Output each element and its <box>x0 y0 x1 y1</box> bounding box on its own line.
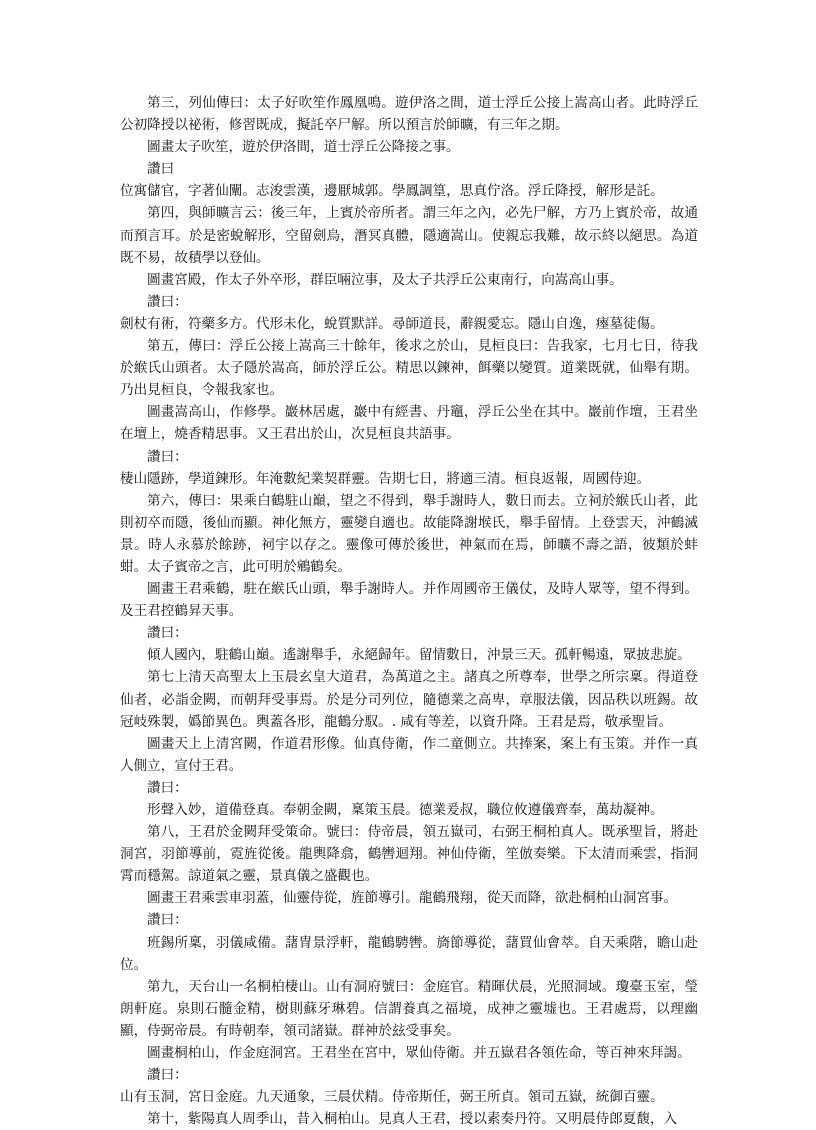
paragraph: 圖畫天上上清宮闕，作道君形像。仙真侍衛，作二童側立。共捧案，案上有玉策。并作一真人側立，宣付王君。 <box>120 735 698 774</box>
document-page <box>120 92 698 1130</box>
paragraph: 讚曰： <box>147 912 188 929</box>
paragraph: 圖畫宮殿，作太子外卒形，群臣啢泣事，及太子共浮丘公東南行，向嵩高山事。 <box>147 271 623 288</box>
paragraph: 讚曰： <box>147 779 188 796</box>
paragraph: 第六，傳曰：果乘白鶴駐山巔，望之不得到，舉手謝時人，數日而去。立祠於緱氏山者，此則初卒而隱，後仙而顯。神化無方，靈變自適也。故能降謝堠氏，舉手留情。上登雲天，沖鶴滅景。時人永慕於餘跡，祠宇以存之。靈像可傳於後世，神氣而在焉，師曠不壽之語，彼類於蚌蚶。太子賓帝之言，此可明於鵷鶴矣。 <box>120 492 698 575</box>
paragraph: 形聲入妙，道備登真。奉朝金闕，稟策玉晨。德業爰叔，職位攸遵儀齊奉，萬劫凝神。 <box>147 802 664 818</box>
paragraph: 第十，紫陽真人周季山，昔入桐柏山。見真人王君，授以素奏丹符。又明晨侍郎夏馥，入 <box>147 1111 678 1128</box>
paragraph: 圖畫桐柏山，作金庭洞宮。王君坐在宮中，眾仙侍衛。并五嶽君各領佐命，等百神來拜謁。 <box>147 1045 691 1062</box>
paragraph: 位寓儲官，字著仙闡。志浚雲漢，邊厭城郭。學鳳調篁，思真佇洛。浮丘降授，解形是託。 <box>120 183 664 200</box>
paragraph: 班錫所稟，羽儀咸備。藷冑景浮軒，龍鶴騁轡。旖節導從，藷買仙會萃。自天乘階，瞻山赴位。 <box>120 934 698 973</box>
paragraph: 第四，與師曠言云：後三年，上賓於帝所者。謂三年之內，必先尸解，方乃上賓於帝，故通而預言耳。於是密蛻解形，空留劍烏，潛冥真體，隱適嵩山。使親忘我難，故示終以絕思。為道既不易，故積學以登仙。 <box>120 205 698 266</box>
paragraph: 第九，天台山一名桐柏棲山。山有洞府號曰：金庭官。精暉伏晨，光照洞域。瓊臺玉室，瑩朗軒庭。泉則石髓金精，樹則蘇牙琳碧。信謂養真之福境，成神之靈墟也。王君處焉，以理幽顯，侍弼帝晨。有時朝奉，領司諸嶽。群神於玆受事矣。 <box>120 978 698 1039</box>
paragraph: 圖畫王君乘鶴，駐在緱氏山頭，舉手謝時人。并作周國帝王儀仗，及時人眾等，望不得到。及王君控鶴昇天事。 <box>120 581 698 620</box>
paragraph: 讚曰： <box>147 1067 188 1084</box>
paragraph: 第三，列仙傳曰：太子好吹笙作鳳凰鳴。遊伊洛之間，道士浮丘公接上嵩高山者。此時浮丘公初降授以祕術，修習既成，擬託卒尸解。所以預言於師曠，有三年之期。 <box>120 95 698 134</box>
paragraph: 棲山隱跡，學道鍊形。年淹數紀業契群靈。告期七日，將適三清。桓良返報，周國侍迎。 <box>120 470 651 487</box>
paragraph: 讚曰 <box>147 161 175 178</box>
paragraph: 讚曰： <box>147 293 188 310</box>
paragraph: 圖畫太子吹笙，遊於伊洛間，道士浮丘公降接之事。 <box>147 139 460 156</box>
paragraph: 山有玉洞，宮日金庭。九天通象，三晨伏精。侍帝斯任，弼王所貞。領司五嶽，統御百靈。 <box>120 1089 664 1106</box>
paragraph: 第七上清天高聖太上玉晨玄皇大道君，為萬道之主。諸真之所尊奉，世學之所宗稟。得道登仙者，必詣金闕，而朝拜受事焉。於是分司列位，隨德業之高卑，章服法儀，因品秩以班錫。故冠岐殊製，嬀節異色。輿蓋各形，龍鶴分馭。. 咸有等差，以資升降。王君是焉，敬承聖旨。 <box>120 669 698 730</box>
paragraph: 傾人國內，駐鶴山巔。遙謝舉手，永絕歸年。留情數日，沖景三天。孤軒暢遠，眾披悲旋。 <box>147 647 691 664</box>
paragraph: 圖畫王君乘雲車羽蓋，仙靈侍從，旌節導引。龍鶴飛翔，從天而降，欲赴桐柏山洞宮事。 <box>147 890 678 907</box>
paragraph: 讚曰： <box>147 448 188 465</box>
paragraph: 第八，王君於金闕拜受策命。號曰：侍帝晨，領五嶽司，右弼王桐柏真人。既承聖旨，將赴洞宮，羽節導前，霓旌從後。龍輿降翕，鶴轡迴翔。神仙侍衛，笙倣奏樂。下太清而乘雲，指洞霄而穩駕。諒道氣之靈，景真儀之盛觀也。 <box>120 824 698 885</box>
paragraph: 第五，傳曰：浮丘公接上嵩高三十餘年，後求之於山，見桓良曰：告我家，七月七日，待我於緱氏山頭者。太子隱於嵩高，師於浮丘公。精思以鍊神，餌藥以變質。道業既就，仙舉有期。乃出見桓良，令報我家也。 <box>120 338 698 399</box>
paragraph: 讚曰： <box>147 625 188 642</box>
paragraph: 圖畫嵩高山，作修學。巖林居處，巖中有經書、丹竈，浮丘公坐在其中。巖前作壇，王君坐在壇上，燒香精思事。又王君出於山，次見桓良共語事。 <box>120 404 698 443</box>
paragraph: 劍杖有術，符藥多方。代形未化，蛻質默詳。尋師道長，辭親愛忘。隱山自逸，瘞墓徒傷。 <box>120 315 664 332</box>
